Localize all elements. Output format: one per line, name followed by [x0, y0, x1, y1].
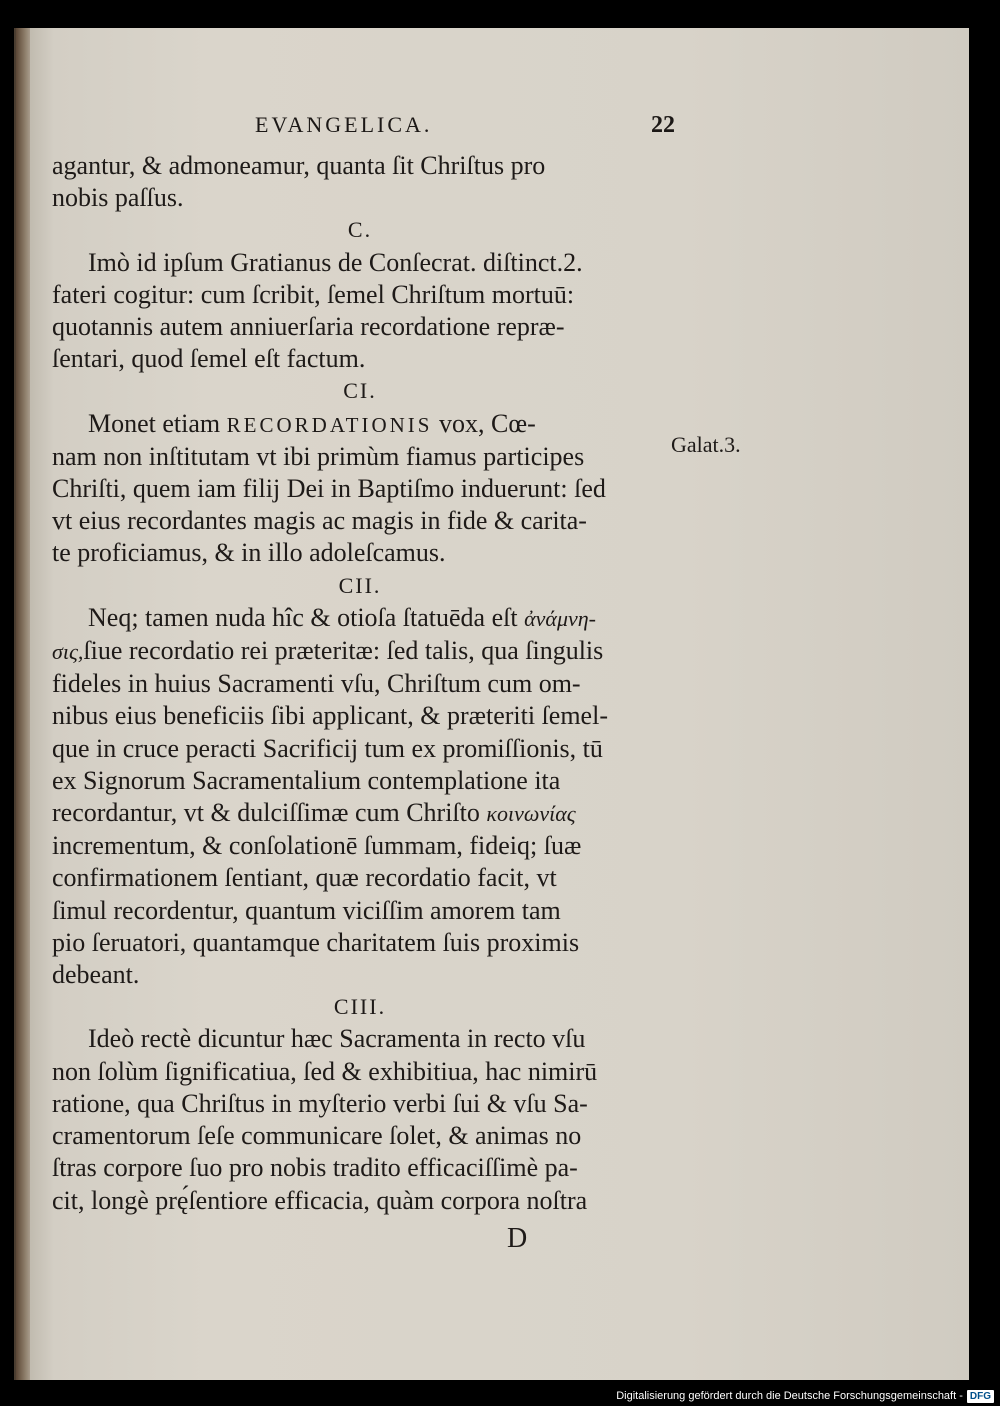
text-line	[52, 635, 668, 668]
credit-text: Digitalisierung gefördert durch die Deutsche Forschungsgemeinschaft -	[616, 1390, 963, 1402]
text-line: nobis paſſus.	[52, 183, 184, 213]
text-line: Imò id ipſum Gratianus de Conſecrat. diſtinct.2.	[88, 247, 583, 277]
text-line: pio ſeruatori, quantamque charitatem ſuis proximis	[52, 927, 580, 957]
text-line: non ſolùm ſignificatiua, ſed & exhibitiua, hac nimirū	[52, 1056, 598, 1086]
text-fragment: recordantur, vt & dulciſſimæ cum Chriſto	[52, 798, 480, 828]
text-line: cit, longè prę́ſentiore efficacia, quàm corpora noſtra	[52, 1185, 588, 1215]
text-fragment: Monet etiam	[88, 408, 221, 438]
text-line: nibus eius beneficiis ſibi applicant, & præteriti ſemel-	[52, 701, 608, 731]
main-text-block	[52, 150, 668, 1217]
text-line: nam non inſtitutam vt ibi primùm fiamus participes	[52, 441, 585, 471]
dfg-logo: DFG	[967, 1390, 994, 1403]
page-number: 22	[651, 112, 675, 138]
text-line: ſimul recordentur, quantum viciſſim amorem tam	[52, 895, 561, 925]
text-fragment: Neq; tamen nuda hîc & otioſa ſtatuēda eſt	[88, 602, 518, 632]
text-line: ex Signorum Sacramentalium contemplatione ita	[52, 765, 561, 795]
text-line: quotannis autem anniuerſaria recordatione repræ-	[52, 312, 565, 342]
page-gutter-edge	[16, 28, 30, 1380]
text-line: cramentorum ſeſe communicare ſolet, & animas no	[52, 1121, 582, 1151]
greek-word: ἀνάμνη-	[524, 605, 597, 631]
section-number: CIII.	[333, 994, 387, 1020]
signature-mark: D	[507, 1223, 528, 1254]
page-header	[255, 112, 675, 142]
text-fragment: ſiue recordatio rei præteritæ: ſed talis, qua ſingulis	[83, 636, 604, 666]
text-line: ſtras corpore ſuo pro nobis tradito efficaciſſimè pa-	[52, 1153, 578, 1183]
text-line: agantur, & admoneamur, quanta ſit Chriſtus pro	[52, 151, 546, 180]
section-number: CII.	[338, 572, 382, 598]
text-line: Ideò rectè dicuntur hæc Sacramenta in recto vſu	[88, 1024, 586, 1054]
small-caps-word: RECORDATIONIS	[226, 412, 433, 437]
section-number: CI.	[343, 378, 377, 404]
text-line: incrementum, & conſolationē ſummam, fideiq; ſuæ	[52, 831, 582, 861]
marginal-note: Galat.3.	[671, 432, 741, 457]
text-line: te proficiamus, & in illo adoleſcamus.	[52, 538, 446, 568]
text-line: confirmationem ſentiant, quæ recordatio facit, vt	[52, 863, 557, 893]
section-number: C.	[347, 217, 373, 243]
running-title: EVANGELICA.	[255, 112, 433, 137]
text-fragment: vox, Cœ-	[438, 408, 536, 438]
greek-word: σις,	[52, 639, 84, 665]
text-line: ratione, qua Chriſtus in myſterio verbi ſui & vſu Sa-	[52, 1088, 588, 1118]
footer-credit	[616, 1388, 994, 1404]
text-line: fateri cogitur: cum ſcribit, ſemel Chriſtum mortuū:	[52, 279, 575, 309]
text-line	[52, 797, 668, 830]
text-line: ſentari, quod ſemel eſt factum.	[52, 344, 366, 374]
text-line: Chriſti, quem iam filij Dei in Baptiſmo induerunt: ſed	[52, 474, 606, 504]
text-line: vt eius recordantes magis ac magis in fide & carita-	[52, 506, 587, 536]
text-line: que in cruce peracti Sacrificij tum ex promiſſionis, tū	[52, 733, 603, 763]
text-line: fideles in huius Sacramenti vſu, Chriſtum cum om-	[52, 669, 581, 699]
greek-word: κοινωνίας	[486, 801, 576, 827]
text-line	[52, 602, 668, 635]
text-line: debeant.	[52, 960, 140, 990]
text-line	[52, 408, 668, 441]
